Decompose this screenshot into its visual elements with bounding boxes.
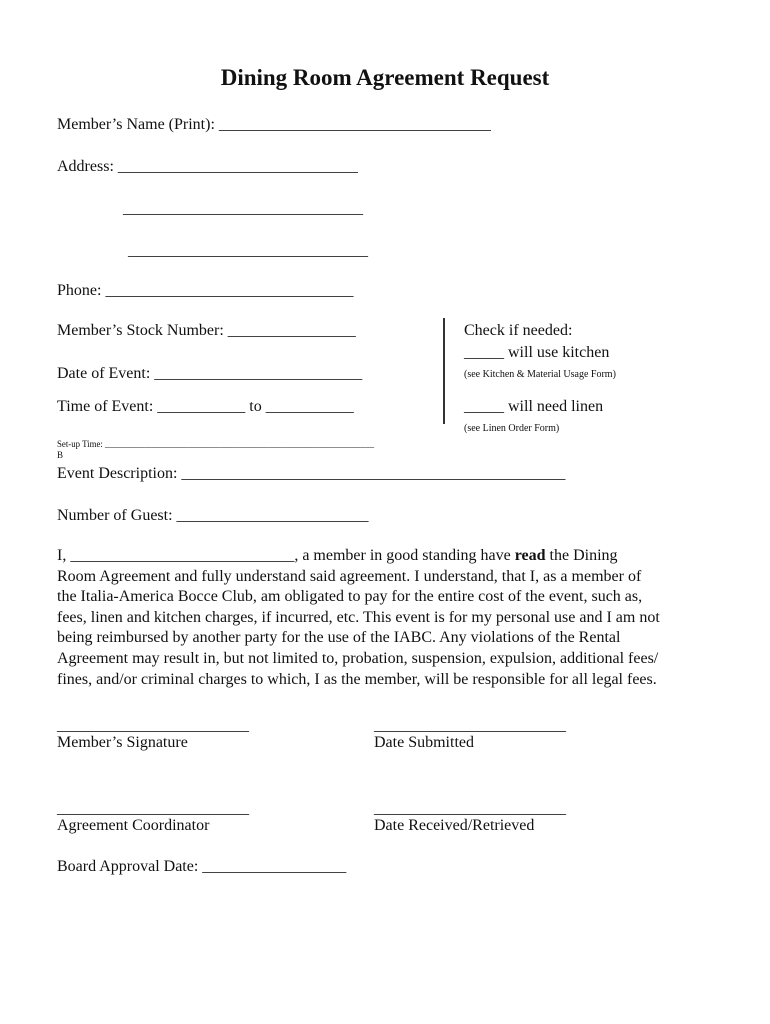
date-received-line[interactable]: ________________________ [374,800,566,817]
agreement-line-5: being reimbursed by another party for the use of the IABC. Any violations of the Rental [57,629,621,647]
agreement-line-3: the Italia-America Bocce Club, am obligated to pay for the entire cost of the event, such as, [57,588,643,606]
kitchen-form-note: (see Kitchen & Material Usage Form) [464,369,616,380]
page-title: Dining Room Agreement Request [220,65,550,90]
event-description-field[interactable]: Event Description: ________________________________________________ [57,465,566,482]
members-name-field[interactable]: Member’s Name (Print): __________________________________ [57,116,491,133]
phone-field[interactable]: Phone: _______________________________ [57,282,354,299]
address-field-line-1[interactable]: Address: ______________________________ [57,158,358,175]
date-of-event-field[interactable]: Date of Event: __________________________ [57,365,363,382]
number-of-guest-field[interactable]: Number of Guest: ________________________ [57,507,369,524]
board-approval-date-field[interactable]: Board Approval Date: __________________ [57,858,347,875]
agreement-line-7: fines, and/or criminal charges to which, I as the member, will be responsible for all legal fees. [57,670,657,688]
kitchen-checkbox-line[interactable]: _____ will use kitchen [464,344,610,361]
date-submitted-label: Date Submitted [374,734,474,751]
date-submitted-line[interactable]: ________________________ [374,717,566,734]
agreement-read-emphasis: read [514,547,546,564]
agreement-line-4: fees, linen and kitchen charges, if incurred, etc. This event is for my personal use and I am not [57,608,660,626]
agreement-line-1-end: the Dining [545,547,618,564]
address-field-line-3[interactable]: ______________________________ [128,242,368,259]
column-divider [443,318,445,424]
time-of-event-field[interactable]: Time of Event: ___________ to ___________ [57,398,354,415]
member-signature-label: Member’s Signature [57,734,188,751]
agreement-coordinator-label: Agreement Coordinator [57,817,210,834]
address-field-line-2[interactable]: ______________________________ [123,200,363,217]
linen-form-note: (see Linen Order Form) [464,423,560,434]
agreement-line-1 [57,546,737,567]
agreement-line-6: Agreement may result in, but not limited to, probation, suspension, expulsion, additional fees/ [57,649,659,667]
stock-number-field[interactable]: Member’s Stock Number: ________________ [57,322,356,339]
checklist-heading: Check if needed: [464,322,573,339]
date-received-label: Date Received/Retrieved [374,817,535,834]
member-signature-line[interactable]: ________________________ [57,717,249,734]
linen-checkbox-line[interactable]: _____ will need linen [464,398,604,415]
agreement-line-1-start[interactable]: I, ____________________________, a member in good standing have [57,547,515,564]
setup-time-marker: B [57,450,64,460]
agreement-paragraph [57,546,737,690]
setup-time-field[interactable]: Set-up Time: _____________________________________________________________ [57,439,375,449]
coordinator-signature-line[interactable]: ________________________ [57,800,249,817]
agreement-line-2: Room Agreement and fully understand said agreement. I understand, that I, as a member of [57,567,642,585]
